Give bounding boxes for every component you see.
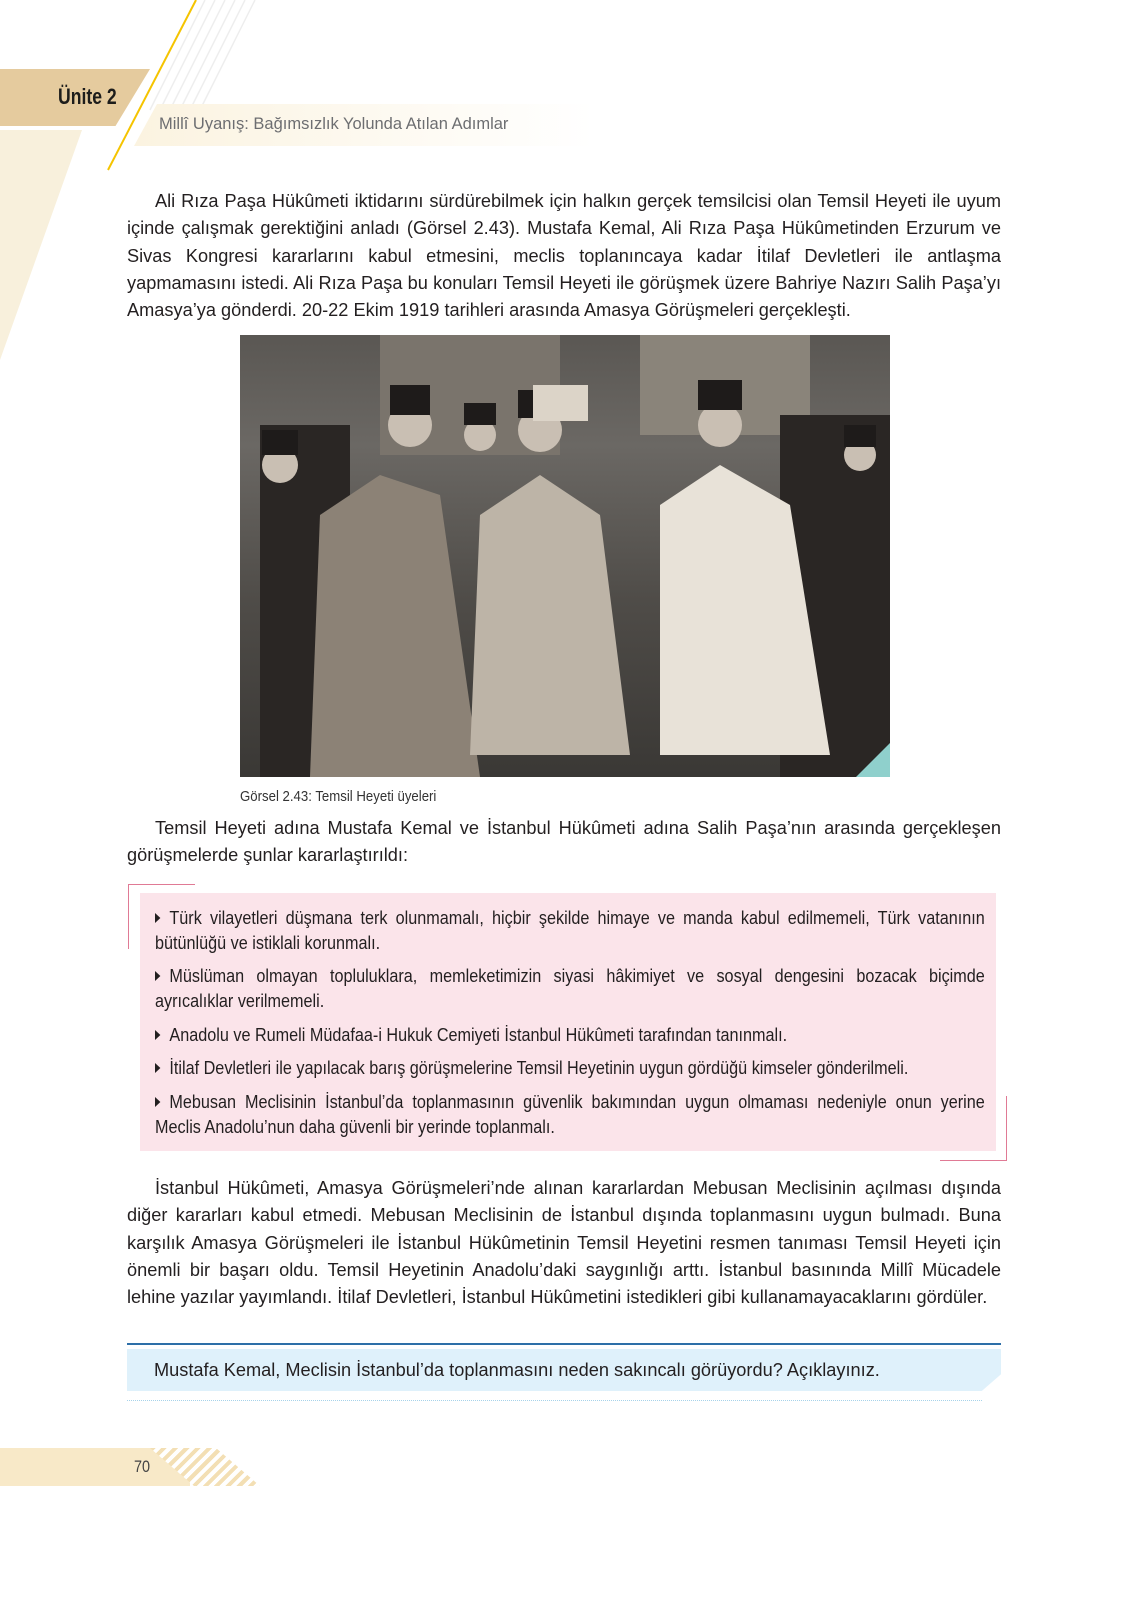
bullet-triangle-icon bbox=[155, 971, 160, 981]
list-item bbox=[155, 964, 985, 1014]
bullet-triangle-icon bbox=[155, 913, 160, 923]
paragraph-outcome bbox=[127, 1175, 1001, 1311]
figure-caption: Görsel 2.43: Temsil Heyeti üyeleri bbox=[240, 788, 437, 805]
bullet-triangle-icon bbox=[155, 1063, 160, 1073]
list-item bbox=[155, 906, 985, 956]
chapter-subtitle: Millî Uyanış: Bağımsızlık Yolunda Atılan Adımlar bbox=[159, 115, 509, 133]
list-item-text: Türk vilayetleri düşmana terk olunmamalı, hiçbir şekilde himaye ve manda kabul edilmemeli, Türk vatanının bütünlüğü ve istiklali korunmalı. bbox=[155, 908, 985, 953]
bullet-triangle-icon bbox=[155, 1030, 160, 1040]
paragraph-intro bbox=[127, 188, 1001, 324]
paragraph-lead-in bbox=[127, 815, 1001, 870]
historical-photo bbox=[240, 335, 890, 777]
list-item-text: Mebusan Meclisinin İstanbul’da toplanmasının güvenlik bakımından uygun olmaması nedeniyle onun yerine Meclis Anadolu’nun daha güvenli bir yerinde toplanmalı. bbox=[155, 1092, 985, 1137]
unit-label: Ünite 2 bbox=[58, 84, 117, 109]
paragraph-text: İstanbul Hükûmeti, Amasya Görüşmeleri’nde alınan kararlardan Mebusan Meclisinin açılması dışında diğer kararları kabul etmedi. Mebusan Meclisinin de İstanbul dışında toplanmasını uygun bulmadı. Buna karşılık Amasya Görüşmeleri ile İstanbul Hükûmetinin Temsil Heyetini resmen tanıması Temsil Heyeti için önemli bir başarı oldu. Temsil Heyetinin Anadolu’daki saygınlığı arttı. İstanbul basınında Millî Mücadele lehine yazılar yayımlandı. İtilaf Devletleri, İstanbul Hükûmetini istedikleri gibi kullanamayacaklarını gördüler. bbox=[127, 1178, 1001, 1308]
question-rule bbox=[127, 1343, 1001, 1345]
list-item bbox=[155, 1023, 985, 1048]
bullet-triangle-icon bbox=[155, 1097, 160, 1107]
paragraph-text: Temsil Heyeti adına Mustafa Kemal ve İstanbul Hükûmeti adına Salih Paşa’nın arasında gerçekleşen görüşmelerde şunlar kararlaştırıldı: bbox=[127, 818, 1001, 866]
paragraph-text: Ali Rıza Paşa Hükûmeti iktidarını sürdürebilmek için halkın gerçek temsilcisi olan Temsil Heyeti ile uyum içinde çalışmak gerektiğini anladı (Görsel 2.43). Mustafa Kemal, Ali Rıza Paşa Hükûmetinden Erzurum ve Sivas Kongresi kararlarını kabul etmesini, meclis toplanıncaya kadar İtilaf Devletleri ile antlaşma yapmamasını istedi. Ali Rıza Paşa bu konuları Temsil Heyeti ile görüşmek üzere Bahriye Nazırı Salih Paşa’yı Amasya’ya gönderdi. 20-22 Ekim 1919 tarihleri arasında Amasya Görüşmeleri gerçekleşti. bbox=[127, 191, 1001, 321]
list-item bbox=[155, 1090, 985, 1140]
photo-illustration bbox=[240, 335, 890, 777]
list-item-text: Müslüman olmayan topluluklara, memleketimizin siyasi hâkimiyet ve sosyal dengesini bozacak biçimde ayrıcalıklar verilmemeli. bbox=[155, 966, 985, 1011]
list-item-text: İtilaf Devletleri ile yapılacak barış görüşmelerine Temsil Heyetinin uygun gördüğü kimseler gönderilmeli. bbox=[169, 1058, 909, 1078]
page-number: 70 bbox=[134, 1457, 151, 1476]
decorative-stripes bbox=[0, 0, 1134, 200]
dotted-divider bbox=[127, 1400, 982, 1401]
list-item bbox=[155, 1056, 985, 1081]
list-item-text: Anadolu ve Rumeli Müdafaa-i Hukuk Cemiyeti İstanbul Hükûmeti tarafından tanınmalı. bbox=[169, 1025, 788, 1045]
question-text: Mustafa Kemal, Meclisin İstanbul’da toplanmasını neden sakıncalı görüyordu? Açıklayınız. bbox=[154, 1360, 880, 1380]
